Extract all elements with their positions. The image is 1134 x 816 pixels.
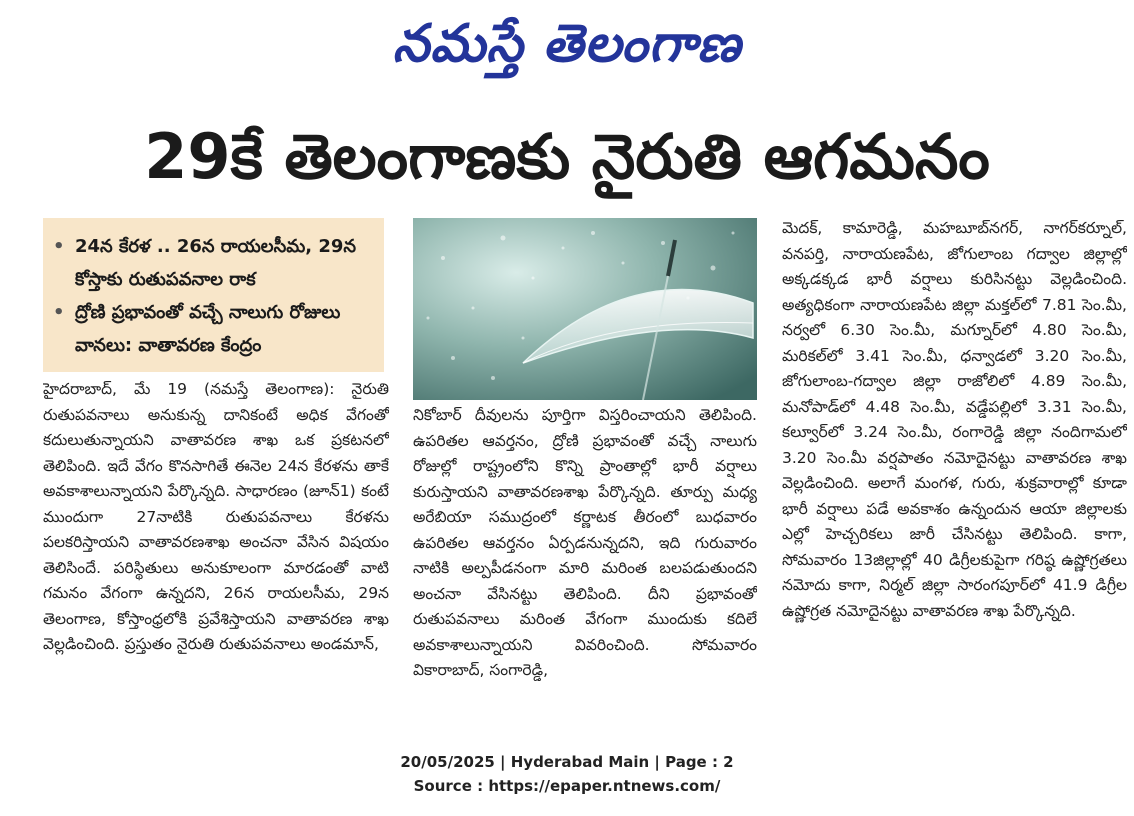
highlight-box (43, 218, 384, 372)
article-column-1: హైదరాబాద్, మే 19 (నమస్తే తెలంగాణ): నైరుతి రుతుపవనాలు అనుకున్న దానికంటే అధిక వేగంతో కదులుతున్నాయని వాతావరణ శాఖ ఒక ప్రకటనలో తెలిపింది. ఇదే వేగం కొనసాగితే ఈనెల 24న కేరళను తాకే అవకాశాలున్నాయని పేర్కొన్నది. సాధారణం (జూన్1) కంటే ముందుగా 27నాటికి రుతుపవనాలు కేరళను పలకరిస్తాయని వాతావరణశాఖ అంచనా వేసిన విషయం తెలిసిందే. పరిస్థితులు అనుకూలంగా మారడంతో వాటి గమనం వేగంగా ఉన్నదని, 26న రాయలసీమ, 29న తెలంగాణ, కోస్తాంధ్రలోకి ప్రవేశిస్తాయని వాతావరణ శాఖ వెల్లడించింది. ప్రస్తుతం నైరుతి రుతుపవనాలు అండమాన్, (43, 380, 389, 653)
umbrella-rain-photo (413, 218, 757, 400)
umbrella-icon (413, 218, 757, 400)
newspaper-masthead: నమస్తే తెలంగాణ (392, 14, 742, 74)
article-column-2: నికోబార్ దీవులను పూర్తిగా విస్తరించాయని తెలిపింది. ఉపరితల ఆవర్తనం, ద్రోణి ప్రభావంతో వచ్చే నాలుగు రోజుల్లో రాష్ట్రంలోని కొన్ని ప్రాంతాల్లో భారీ వర్షాలు కురుస్తాయని వాతావరణశాఖ పేర్కొన్నది. తూర్పు మధ్య అరేబియా సముద్రంలో కర్ణాటక తీరంలో బుధవారం ఉపరితల ఆవర్తనం ఏర్పడనున్నదని, ఇది గురువారం నాటికి అల్పపీడనంగా మారి మరింత బలపడుతుందని అంచనా వేసినట్టు తెలిపింది. దీని ప్రభావంతో రుతుపవనాలు మరింత వేగంగా ముందుకు కదిలే అవకాశాలున్నాయని వివరించింది. సోమవారం వికారాబాద్, సంగారెడ్డి, (413, 406, 757, 679)
article-headline: 29కే తెలంగాణకు నైరుతి ఆగమనం (144, 120, 990, 193)
highlight-text: ద్రోణి ప్రభావంతో వచ్చే నాలుగు రోజులు వానలు: వాతావరణ కేంద్రం (75, 302, 341, 356)
highlight-item (53, 230, 374, 296)
article-column-3: మెదక్, కామారెడ్డి, మహబూబ్‌నగర్, నాగర్‌కర్నూల్, వనపర్తి, నారాయణపేట, జోగులాంబ గద్వాల జిల్లాల్లో అక్కడక్కడ భారీ వర్షాలు కురిసినట్టు వెల్లడించింది. అత్యధికంగా నారాయణపేట జిల్లా మక్తల్‌లో 7.81 సెం.మీ, నర్వలో 6.30 సెం.మీ, మగ్నూర్‌లో 4.80 సెం.మీ, మరికల్‌లో 3.41 సెం.మీ, ధన్వాడలో 3.20 సెం.మీ, జోగులాంబ-గద్వాల జిల్లా రాజోలిలో 4.89 సెం.మీ, మనోపాడ్‌లో 4.48 సెం.మీ, వడ్డేపల్లిలో 3.31 సెం.మీ, కల్వూర్‌లో 3.24 సెం.మీ, రంగారెడ్డి జిల్లా నందిగామలో 3.20 సెం.మీ వర్షపాతం నమోదైనట్టు వాతావరణ శాఖ వెల్లడించింది. అలాగే మంగళ, గురు, శుక్రవారాల్లో కూడా భారీ వర్షాలు పడే అవకాశం ఉన్నందున ఆయా జిల్లాలకు ఎల్లో హెచ్చరికలు జారీ చేసినట్టు తెలిపింది. కాగా, సోమవారం 13జిల్లాల్లో 40 డిగ్రీలకుపైగా గరిష్ఠ ఉష్ణోగ్రతలు నమోదు కాగా, నిర్మల్ జిల్లా సారంగపూర్‌లో 41.9 డిగ్రీల ఉష్ణోగ్రత నమోదైనట్టు వాతావరణ శాఖ పేర్కొన్నది. (782, 219, 1127, 620)
highlight-item (53, 296, 374, 362)
page-info: 20/05/2025 | Hyderabad Main | Page : 2 (400, 753, 734, 771)
source-link[interactable]: Source : https://epaper.ntnews.com/ (413, 777, 721, 795)
bullet-icon: • (53, 236, 65, 257)
bullet-icon: • (53, 302, 65, 323)
highlight-text: 24న కేరళ .. 26న రాయలసీమ, 29న కోస్తాకు రుతుపవనాల రాక (75, 236, 357, 290)
